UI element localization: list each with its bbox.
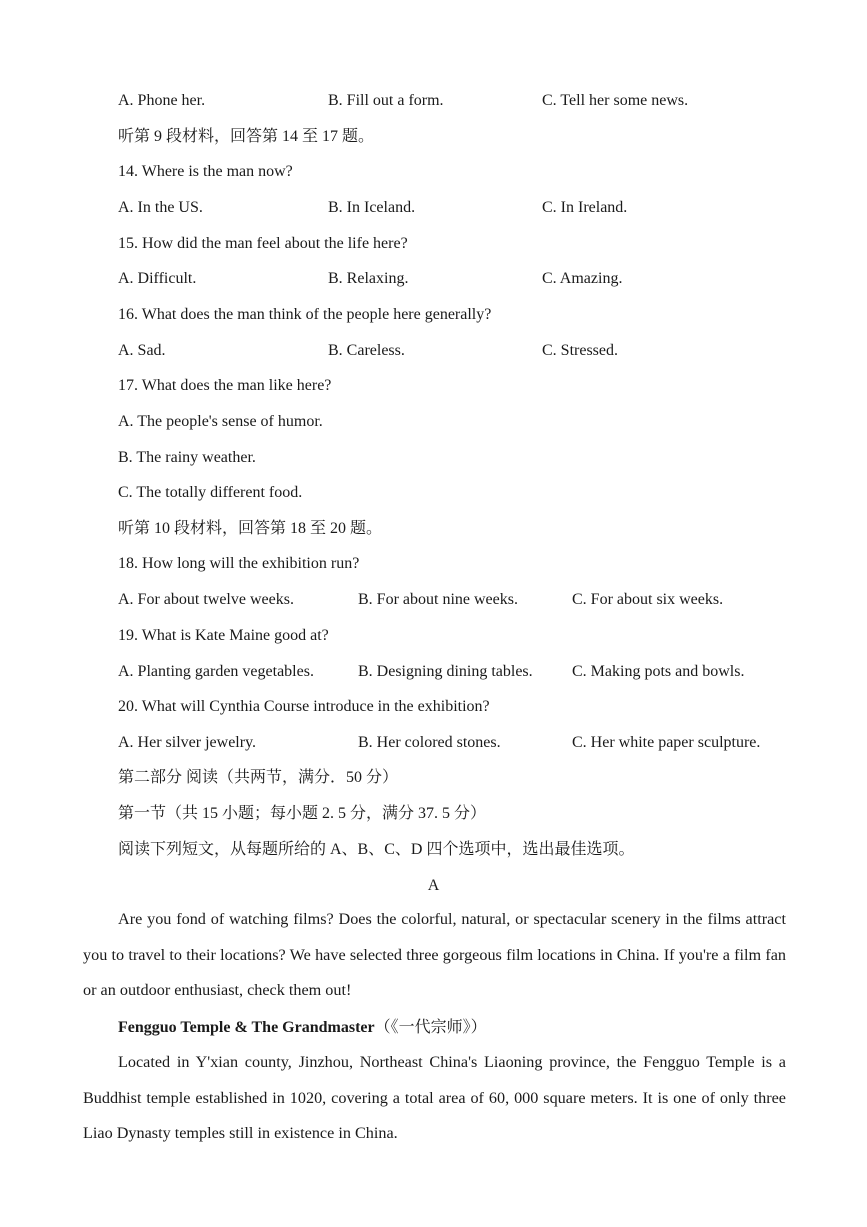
question-options [118, 341, 818, 361]
option-c: C. Amazing. [542, 270, 623, 287]
option-b: B. Designing dining tables. [358, 663, 533, 680]
option-b: B. Fill out a form. [328, 92, 444, 109]
option-a: A. Difficult. [118, 270, 197, 287]
section9-instruction: 听第 9 段材料，回答第 14 至 17 题。 [118, 128, 375, 145]
section1-heading: 第一节（共 15 小题；每小题 2. 5 分，满分 37. 5 分） [118, 805, 487, 822]
passage-body [83, 1045, 786, 1152]
passage-intro [83, 902, 786, 1009]
q13-options [118, 91, 818, 111]
question-stem: 20. What will Cynthia Course introduce in the exhibition? [118, 698, 490, 715]
option-b: B. The rainy weather. [118, 449, 256, 466]
option-b: B. Careless. [328, 342, 405, 359]
question-stem: 16. What does the man think of the people here generally? [118, 306, 492, 323]
question-options [118, 662, 818, 682]
option-c: C. Stressed. [542, 342, 618, 359]
question-stem: 18. How long will the exhibition run? [118, 555, 360, 572]
passage-intro-text: Are you fond of watching films? Does the colorful, natural, or spectacular scenery in the films attract you to travel to their locations? We have selected three gorgeous film locations in China. If you're a film fan or an outdoor enthusiast, check them out! [83, 910, 786, 1000]
passage-subheading [118, 1018, 487, 1038]
option-a: A. For about twelve weeks. [118, 591, 294, 608]
question-options [118, 198, 818, 218]
option-b: B. For about nine weeks. [358, 591, 518, 608]
option-b: B. Relaxing. [328, 270, 409, 287]
section10-instruction: 听第 10 段材料，回答第 18 至 20 题。 [118, 520, 383, 537]
subheading-title: Fengguo Temple & The Grandmaster [118, 1019, 375, 1036]
passage-label: A [427, 877, 440, 894]
option-c: C. Making pots and bowls. [572, 663, 745, 680]
passage-body-text: Located in Y'xian county, Jinzhou, Northeast China's Liaoning province, the Fengguo Temple is a Buddhist temple established in 1020, covering a total area of 60, 000 square meters. It is one of only three Liao Dynasty temples still in existence in China. [83, 1053, 786, 1143]
option-c: C. In Ireland. [542, 199, 628, 216]
option-a: A. The people's sense of humor. [118, 413, 323, 430]
question-stem: 17. What does the man like here? [118, 377, 332, 394]
reading-instruction: 阅读下列短文，从每题所给的 A、B、C、D 四个选项中，选出最佳选项。 [118, 841, 635, 858]
option-a: A. Planting garden vegetables. [118, 663, 314, 680]
question-stem: 19. What is Kate Maine good at? [118, 627, 329, 644]
option-c: C. Her white paper sculpture. [572, 734, 761, 751]
question-options [118, 590, 818, 610]
question-stem: 15. How did the man feel about the life here? [118, 235, 408, 252]
option-a: A. In the US. [118, 199, 203, 216]
option-a: A. Sad. [118, 342, 166, 359]
question-options [118, 269, 818, 289]
option-c: C. For about six weeks. [572, 591, 724, 608]
subheading-chinese-title: （《一代宗师》） [374, 1019, 487, 1036]
option-b: B. In Iceland. [328, 199, 416, 216]
option-b: B. Her colored stones. [358, 734, 501, 751]
option-a: A. Phone her. [118, 92, 206, 109]
option-c: C. The totally different food. [118, 484, 303, 501]
part2-heading: 第二部分 阅读（共两节，满分．50 分） [118, 769, 399, 786]
option-a: A. Her silver jewelry. [118, 734, 257, 751]
option-c: C. Tell her some news. [542, 92, 689, 109]
question-stem: 14. Where is the man now? [118, 163, 293, 180]
question-options [118, 733, 818, 753]
